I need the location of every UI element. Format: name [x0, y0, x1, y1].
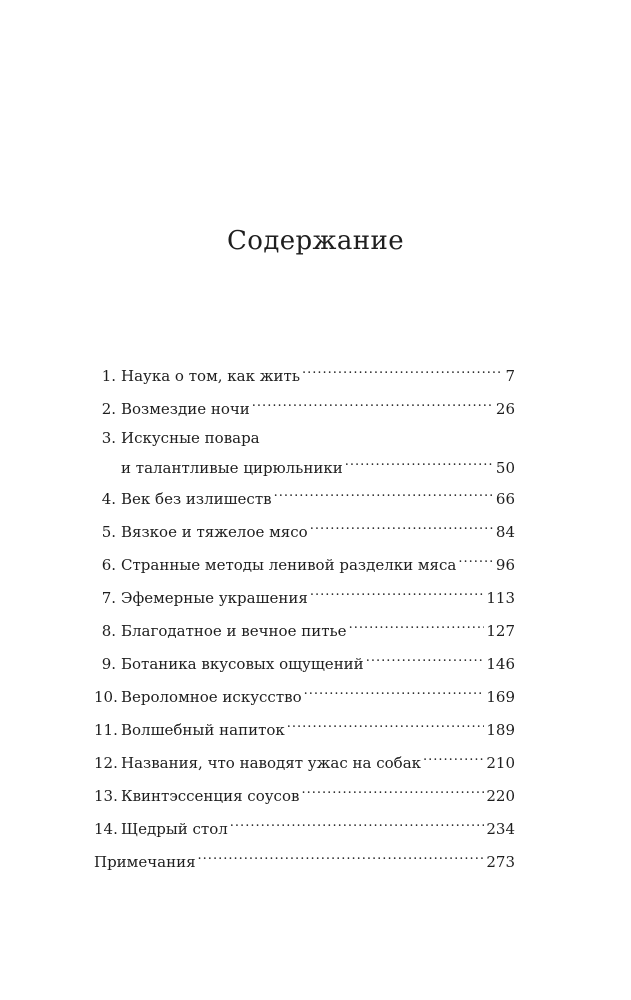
toc-line [94, 779, 515, 807]
toc-line [94, 812, 515, 840]
toc-dot-leader [301, 779, 484, 801]
toc-page-number: 84 [495, 523, 515, 541]
toc-entry-title: Щедрый стол [121, 820, 228, 838]
toc-entry-title: Волшебный напиток [121, 721, 285, 739]
toc-line [94, 482, 515, 510]
toc-page-number: 26 [495, 400, 515, 418]
toc-page-number: 127 [486, 622, 515, 640]
toc-line [94, 392, 515, 420]
toc-entry-number: 7. [101, 589, 116, 607]
toc-entry-title: Квинтэссенция соусов [121, 787, 300, 805]
toc-entry-title: Странные методы ленивой разделки мяса [121, 556, 457, 574]
toc-dot-leader [310, 515, 494, 537]
toc-line [94, 451, 515, 479]
toc-line [94, 515, 515, 543]
toc-line [94, 746, 515, 774]
toc-entry[interactable] [94, 647, 515, 675]
toc-entry-title: Эфемерные украшения [121, 589, 308, 607]
toc-entry[interactable] [94, 515, 515, 543]
toc-page-number: 113 [486, 589, 515, 607]
toc-dot-leader [345, 451, 494, 473]
toc-entry-title: Возмездие ночи [121, 400, 250, 418]
toc-entry[interactable] [94, 614, 515, 642]
toc-entry-title: Ботаника вкусовых ощущений [121, 655, 364, 673]
toc-entry[interactable] [94, 845, 515, 873]
toc-entry-number: 2. [101, 400, 116, 418]
toc-entry[interactable] [94, 746, 515, 774]
toc-dot-leader [423, 746, 484, 768]
toc-dot-leader [304, 680, 485, 702]
toc-line [94, 548, 515, 576]
toc-page-number: 169 [486, 688, 515, 706]
toc-dot-leader [274, 482, 494, 504]
toc-entry[interactable] [94, 548, 515, 576]
toc-entry[interactable] [94, 680, 515, 708]
toc-line [94, 713, 515, 741]
toc-entry[interactable] [94, 779, 515, 807]
page-title: Содержание [226, 226, 405, 256]
toc-page-number: 66 [495, 490, 515, 508]
toc-entry-number: 5. [101, 523, 116, 541]
toc-line [94, 427, 515, 449]
toc-entry-title: и талантливые цирюльники [121, 459, 343, 477]
toc-entry-title: Названия, что наводят ужас на собак [121, 754, 422, 772]
toc-entry-title: Благодатное и вечное питье [121, 622, 347, 640]
toc-dot-leader [302, 359, 503, 381]
toc-entry-number: 10. [94, 688, 118, 706]
toc-entry-title: Искусные повара [121, 429, 260, 447]
toc-entry-number: 8. [101, 622, 116, 640]
toc-dot-leader [198, 845, 485, 867]
toc-entry-number: 3. [101, 429, 116, 447]
toc-entry-title: Век без излишеств [121, 490, 272, 508]
toc-page-number: 50 [495, 459, 515, 477]
toc-line [94, 845, 515, 873]
toc-page-number: 96 [495, 556, 515, 574]
toc-dot-leader [366, 647, 485, 669]
toc-page-number: 210 [486, 754, 515, 772]
toc-line [94, 647, 515, 675]
toc-entry[interactable] [94, 482, 515, 510]
toc-entry[interactable] [94, 359, 515, 387]
toc-entry-number: 13. [94, 787, 118, 805]
toc-entry-title: Примечания [94, 853, 196, 871]
toc-entry[interactable] [94, 581, 515, 609]
toc-entry-number: 9. [101, 655, 116, 673]
toc-line [94, 581, 515, 609]
toc-entry-number: 14. [94, 820, 118, 838]
toc-dot-leader [252, 392, 494, 414]
toc-entry[interactable] [94, 812, 515, 840]
toc-line [94, 680, 515, 708]
toc-dot-leader [230, 812, 485, 834]
toc-entry-title: Вероломное искусство [121, 688, 302, 706]
toc-dot-leader [458, 548, 494, 570]
toc-entry-title: Наука о том, как жить [121, 367, 300, 385]
toc-line [94, 359, 515, 387]
toc-entry[interactable] [94, 427, 515, 479]
toc-entry-number: 1. [101, 367, 116, 385]
toc-entry-number: 6. [101, 556, 116, 574]
toc-page-number: 273 [486, 853, 515, 871]
toc-page-number: 220 [486, 787, 515, 805]
toc-page-number: 146 [486, 655, 515, 673]
toc-entry[interactable] [94, 392, 515, 420]
toc-page-number: 7 [505, 367, 515, 385]
toc-dot-leader [287, 713, 485, 735]
toc-dot-leader [349, 614, 485, 636]
toc-dot-leader [310, 581, 485, 603]
toc-entry-number: 4. [101, 490, 116, 508]
toc-line [94, 614, 515, 642]
toc-page-number: 234 [486, 820, 515, 838]
toc-entry-number: 12. [94, 754, 118, 772]
toc-page-number: 189 [486, 721, 515, 739]
toc-entry-number: 11. [94, 721, 118, 739]
toc-entry[interactable] [94, 713, 515, 741]
toc-entry-title: Вязкое и тяжелое мясо [121, 523, 308, 541]
